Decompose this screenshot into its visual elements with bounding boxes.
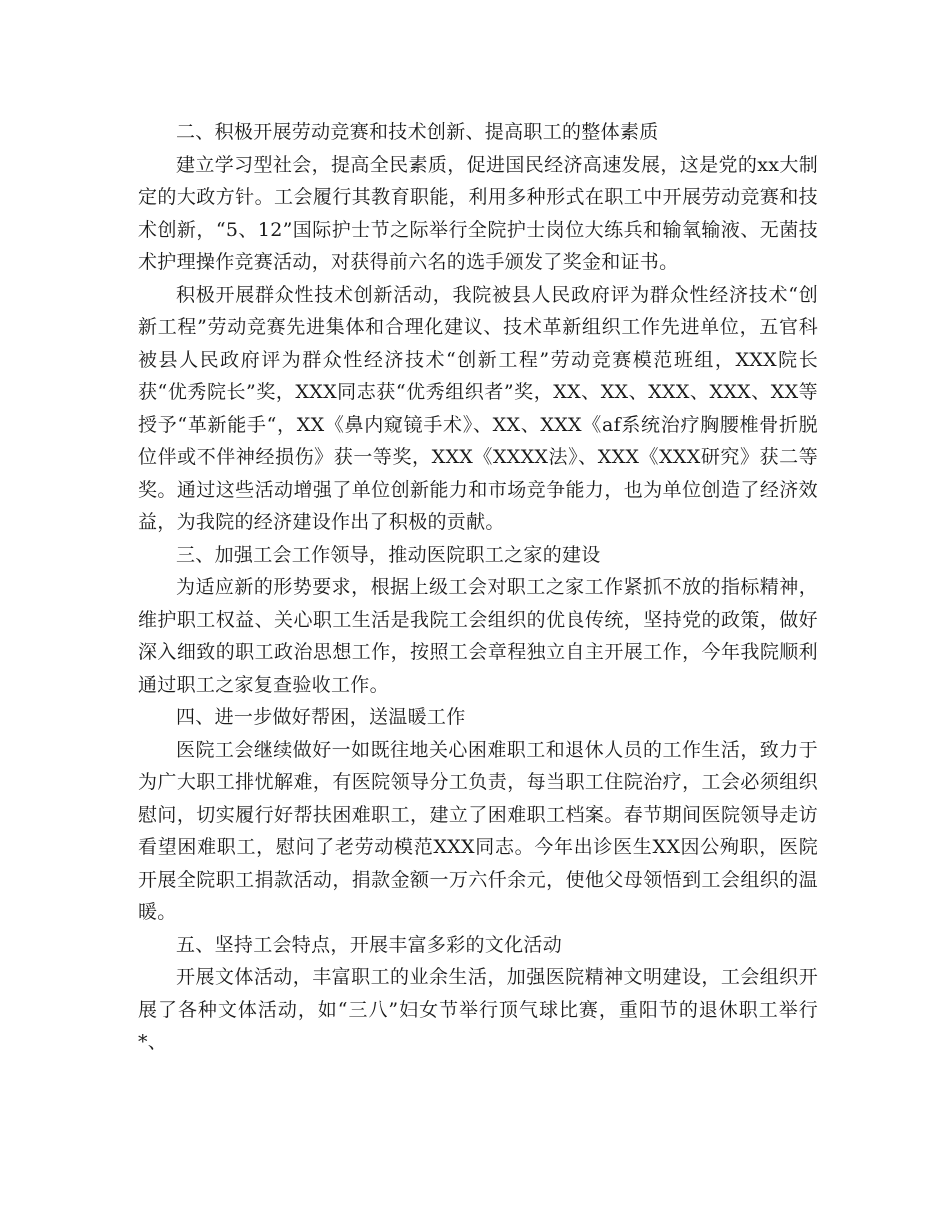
section-heading-2: 二、积极开展劳动竞赛和技术创新、提高职工的整体素质: [176, 121, 659, 143]
document-body: [138, 116, 818, 1059]
section-heading-5: 五、坚持工会特点，开展丰富多彩的文化活动: [176, 933, 563, 956]
paragraph: 建立学习型社会，提高全民素质，促进国民经济高速发展，这是党的xx大制定的大政方针。工会履行其教育职能，利用多种形式在职工中开展劳动竞赛和技术创新，“5、12”国际护士节之际举行全院护士岗位大练兵和输氧输液、无菌技术护理操作竞赛活动，对获得前六名的选手颁发了奖金和证书。: [138, 153, 818, 273]
section-heading-3: 三、加强工会工作领导，推动医院职工之家的建设: [176, 543, 601, 566]
paragraph: 积极开展群众性技术创新活动，我院被县人民政府评为群众性经济技术“创新工程”劳动竞赛先进集体和合理化建议、技术革新组织工作先进单位，五官科被县人民政府评为群众性经济技术“创新工程”劳动竞赛模范班组，XXX院长获“优秀院长”奖，XXX同志获“优秀组织者”奖，XX、XX、XXX、XXX、XX等授予“革新能手“，XX《鼻内窥镜手术》、XX、XXX《af系统治疗胸腰椎骨折脱位伴或不伴神经损伤》获一等奖，XXX《XXXX法》、XXX《XXX研究》获二等奖。通过这些活动增强了单位创新能力和市场竞争能力，也为单位创造了经济效益，为我院的经济建设作出了积极的贡献。: [138, 283, 818, 533]
paragraph: 开展文体活动，丰富职工的业余生活，加强医院精神文明建设，工会组织开展了各种文体活动，如“三八”妇女节举行顶气球比赛，重阳节的退休职工举行*、: [138, 966, 818, 1053]
paragraph: 为适应新的形势要求，根据上级工会对职工之家工作紧抓不放的指标精神，维护职工权益、关心职工生活是我院工会组织的优良传统，坚持党的政策，做好深入细致的职工政治思想工作，按照工会章程独立自主开展工作，今年我院顺利通过职工之家复查验收工作。: [138, 576, 818, 696]
section-heading-4: 四、进一步做好帮困，送温暖工作: [176, 706, 466, 728]
paragraph: 医院工会继续做好一如既往地关心困难职工和退休人员的工作生活，致力于为广大职工排忧解难，有医院领导分工负责，每当职工住院治疗，工会必须组织慰问，切实履行好帮扶困难职工，建立了困难职工档案。春节期间医院领导走访看望困难职工，慰问了老劳动模范XXX同志。今年出诊医生XX因公殉职，医院开展全院职工捐款活动，捐款金额一万六仟余元，使他父母领悟到工会组织的温暖。: [138, 738, 818, 923]
